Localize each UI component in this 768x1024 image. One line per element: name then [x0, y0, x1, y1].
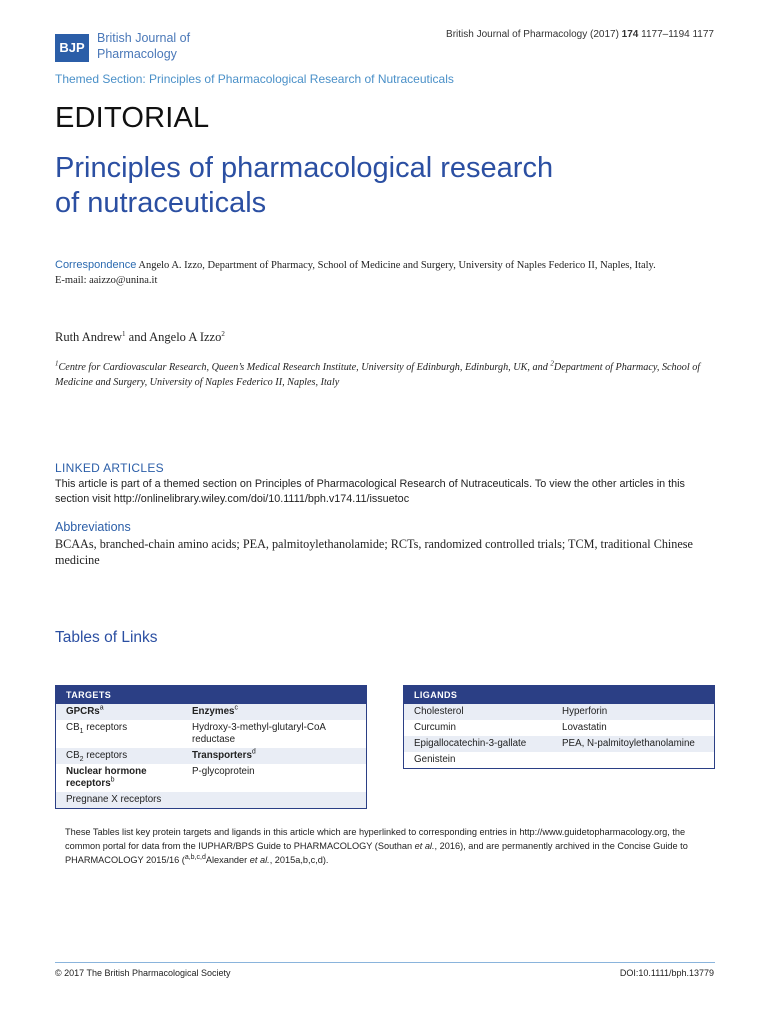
author-2[interactable]: and Angelo A Izzo [125, 330, 222, 344]
citation-prefix: British Journal of Pharmacology (2017) [446, 29, 622, 40]
affil-sup-1: 1 [55, 359, 59, 368]
affil-text-2: Department of Pharmacy, School of Medicine and Surgery, University of Naples Federico II, Naples, Italy [55, 362, 701, 388]
tables-caption [65, 825, 715, 867]
authors [55, 330, 225, 345]
ligands-table-header: LIGANDS [404, 686, 714, 704]
transporters-label: Transporters [192, 750, 252, 761]
targets-table-header: TARGETS [56, 686, 366, 704]
nuclear-receptors-heading[interactable] [56, 764, 182, 792]
ligand-cholesterol[interactable]: Cholesterol [414, 706, 464, 717]
footer-copyright: © 2017 The British Pharmacological Society [55, 968, 231, 978]
nuclear-receptors-sup: b [110, 776, 115, 784]
author-1[interactable]: Ruth Andrew [55, 330, 123, 344]
abbreviations-body: BCAAs, branched-chain amino acids; PEA, palmitoylethanolamide; RCTs, randomized controlled trials; TCM, traditional Chinese medicine [55, 537, 693, 567]
table-row [404, 704, 714, 720]
linked-articles-heading: LINKED ARTICLES [55, 461, 164, 475]
footer-doi[interactable]: DOI:10.1111/bph.13779 [619, 968, 714, 978]
citation [446, 29, 714, 40]
author-1-sup: 1 [122, 329, 126, 338]
journal-name [97, 30, 190, 62]
article-type: EDITORIAL [55, 102, 210, 134]
affiliations [55, 360, 725, 390]
table-row [56, 748, 366, 764]
journal-name-line2: Pharmacology [97, 47, 177, 61]
caption-part-1: These Tables list key protein targets and ligands in this article which are hyperlinked to corresponding entries in http://www.guidetopharmacology.org, the common portal for data from the IUPHAR/BPS Guide to PHARMACOLOGY (Southan [65, 827, 686, 851]
citation-pages: 1177–1194 1177 [638, 29, 714, 40]
cb1-suffix: receptors [83, 722, 128, 733]
cb2-prefix: CB [66, 750, 80, 761]
affil-sup-2: 2 [550, 359, 554, 368]
pregnane-x-receptors-link[interactable]: Pregnane X receptors [66, 794, 162, 805]
enzymes-label: Enzymes [192, 706, 235, 717]
abbreviations-heading: Abbreviations [55, 520, 131, 534]
ligand-egcg[interactable]: Epigallocatechin-3-gallate [414, 738, 527, 749]
cb1-sub: 1 [79, 727, 84, 735]
ligand-curcumin[interactable]: Curcumin [414, 722, 456, 733]
themed-section-link[interactable]: Themed Section: Principles of Pharmacological Research of Nutraceuticals [55, 72, 454, 86]
transporters-heading[interactable] [182, 748, 364, 764]
enzymes-sup: c [234, 704, 238, 712]
gpcrs-label: GPCRs [66, 706, 100, 717]
table-row [56, 792, 366, 808]
cb2-sub: 2 [79, 755, 84, 763]
transporters-sup: d [251, 748, 256, 756]
ligands-table [403, 685, 715, 769]
affil-text-1: Centre for Cardiovascular Research, Queen’s Medical Research Institute, University of Edinburgh, Edinburgh, UK, and [58, 362, 551, 373]
tables-of-links-heading: Tables of Links [55, 629, 158, 646]
table-row [56, 764, 366, 792]
caption-sup: a,b,c,d [184, 853, 206, 861]
table-row [404, 752, 714, 768]
citation-volume: 174 [621, 29, 639, 40]
nuclear-receptors-label: Nuclear hormone receptors [66, 766, 147, 789]
targets-table [55, 685, 367, 809]
journal-name-line1: British Journal of [97, 31, 191, 45]
ligand-lovastatin[interactable]: Lovastatin [562, 722, 607, 733]
caption-etal-2: et al. [249, 855, 270, 865]
ligand-genistein[interactable]: Genistein [414, 754, 456, 765]
hmg-coa-reductase-link[interactable]: Hydroxy-3-methyl-glutaryl-CoA reductase [192, 722, 326, 745]
cb1-prefix: CB [66, 722, 80, 733]
correspondence-label: Correspondence [55, 259, 137, 271]
table-row [404, 736, 714, 752]
p-glycoprotein-link[interactable]: P-glycoprotein [192, 766, 255, 777]
article-title-line1: Principles of pharmacological research [55, 152, 554, 184]
caption-etal-1: et al. [414, 841, 435, 851]
gpcrs-sup: a [99, 704, 104, 712]
caption-part-2: , 2016), and are permanently archived in the Concise Guide to PHARMACOLOGY 2015/16 ( [65, 841, 688, 865]
article-title-line2: of nutraceuticals [55, 187, 267, 219]
ligand-hyperforin[interactable]: Hyperforin [562, 706, 608, 717]
cb1-receptors-link[interactable] [56, 720, 182, 748]
journal-logo: BJP [55, 34, 89, 62]
correspondence-email[interactable]: E-mail: aaizzo@unina.it [55, 275, 158, 286]
table-row [56, 704, 366, 720]
linked-articles-body: This article is part of a themed section on Principles of Pharmacological Research of Nutraceuticals. To view the other articles in this section visit http://onlinelibrary.wiley.com/doi/10.1111/bph.v174.11/issuetoc [55, 478, 685, 505]
author-2-sup: 2 [221, 329, 225, 338]
ligand-empty [552, 752, 712, 768]
ligand-pea[interactable]: PEA, N-palmitoylethanolamine [562, 738, 695, 749]
enzymes-heading[interactable] [182, 704, 364, 720]
correspondence [55, 258, 725, 288]
gpcrs-heading[interactable] [56, 704, 182, 720]
cb2-receptors-link[interactable] [56, 748, 182, 764]
footer-divider [55, 962, 715, 963]
caption-part-4: , 2015a,b,c,d). [269, 855, 329, 865]
cb2-suffix: receptors [83, 750, 128, 761]
table-row [404, 720, 714, 736]
correspondence-text: Angelo A. Izzo, Department of Pharmacy, School of Medicine and Surgery, University of Naples Federico II, Naples, Italy. [136, 260, 656, 271]
article-title [55, 151, 675, 221]
caption-part-3: Alexander [205, 855, 250, 865]
table-row [56, 720, 366, 748]
